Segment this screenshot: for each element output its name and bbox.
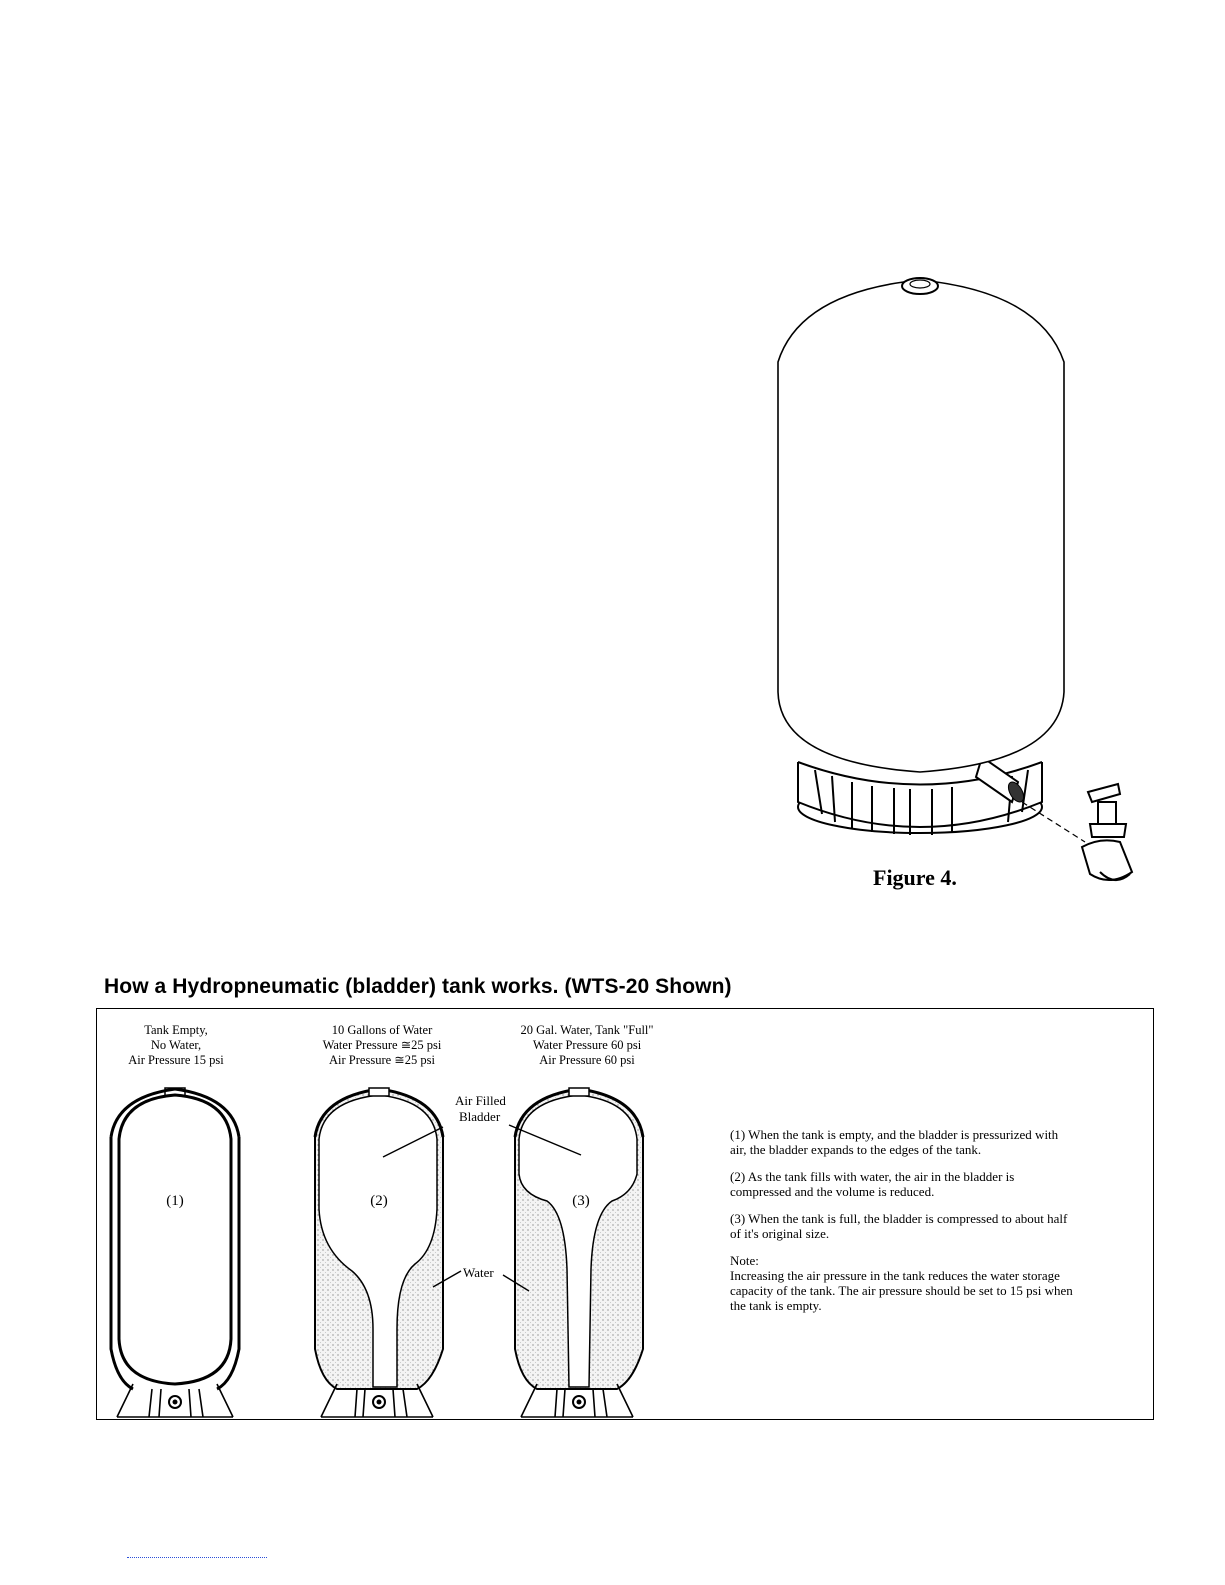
figure-caption: Figure 4. <box>873 865 957 890</box>
stage-number-2: (2) <box>370 1193 388 1209</box>
stage-caption-half: 10 Gallons of Water Water Pressure ≅25 psi Air Pressure ≅25 psi <box>322 1023 442 1067</box>
explanation-notes <box>730 1127 1075 1325</box>
note-text: Increasing the air pressure in the tank reduces the water storage capacity of the tank. The air pressure should be set to 15 psi when the tank is empty. <box>730 1268 1073 1313</box>
note-stage-3: (3) When the tank is full, the bladder is compressed to about half of it's original size. <box>730 1211 1068 1241</box>
footer-rule <box>127 1557 267 1558</box>
note-stage-1: (1) When the tank is empty, and the bladder is pressurized with air, the bladder expands to the edges of the tank. <box>730 1127 1059 1157</box>
tank-stage-1 <box>111 1088 239 1417</box>
stage-number-3: (3) <box>572 1193 590 1209</box>
label-bladder: Bladder <box>459 1109 501 1124</box>
bladder-diagram-panel <box>96 1008 1154 1420</box>
tank-illustration <box>760 262 1140 902</box>
tank-stage-3 <box>515 1088 643 1417</box>
label-air-filled: Air Filled <box>455 1093 506 1108</box>
top-port-icon <box>902 278 938 294</box>
valve-fitting-icon <box>1082 784 1132 880</box>
label-water: Water <box>463 1265 494 1280</box>
note-stage-2: (2) As the tank fills with water, the air in the bladder is compressed and the volume is reduced. <box>730 1169 1015 1199</box>
stage-number-1: (1) <box>166 1193 184 1209</box>
note-heading: Note: <box>730 1253 759 1268</box>
tank-body <box>778 280 1064 772</box>
stage-caption-full: 20 Gal. Water, Tank "Full" Water Pressure 60 psi Air Pressure 60 psi <box>520 1023 654 1067</box>
stage-caption-empty: Tank Empty, No Water, Air Pressure 15 psi <box>128 1023 224 1067</box>
section-heading: How a Hydropneumatic (bladder) tank works. (WTS-20 Shown) <box>104 975 732 998</box>
